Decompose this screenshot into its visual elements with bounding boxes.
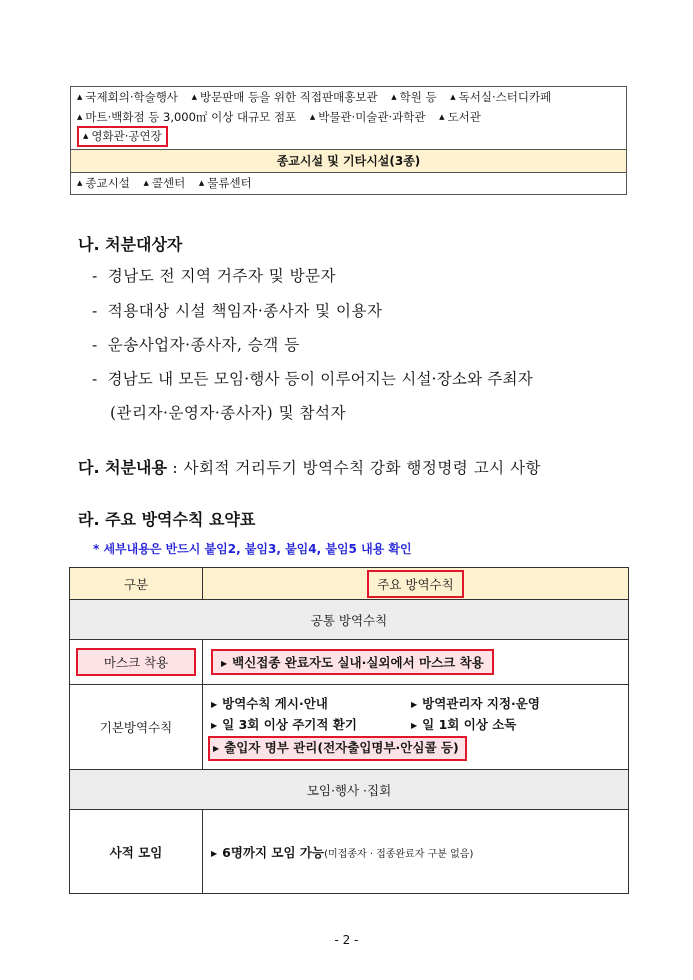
section-row — [70, 770, 629, 810]
separator: : — [166, 459, 184, 477]
list-item: - 경남도 전 지역 거주자 및 방문자 — [92, 267, 337, 285]
table-row — [70, 810, 629, 894]
gathering-header: 모임·행사 ·집회 — [70, 770, 629, 810]
common-rules-header: 공통 방역수칙 — [70, 600, 629, 640]
section-content-da: 사회적 거리두기 방역수칙 강화 행정명령 고시 사항 — [183, 459, 542, 477]
facility-item: 독서실·스터디카페 — [458, 90, 552, 104]
mask-label-cell — [70, 640, 203, 685]
rule-line — [208, 736, 628, 761]
highlight-box: ▲ 영화관·공연장 — [77, 126, 168, 147]
facility-item: 박물관·미술관·과학관 — [318, 110, 426, 124]
facility-row: ▲ 마트·백화점 등 3,000㎡ 이상 대규모 점포 ▲ 박물관·미술관·과학관 ▲ 도서관 — [77, 110, 481, 124]
rule-line: ▶ 방역수칙 게시·안내 ▶ 방역관리자 지정·운영 — [211, 695, 540, 711]
list-item-continued: (관리자·운영자·종사자) 및 참석자 — [110, 404, 346, 422]
highlight-box: 마스크 착용 — [76, 648, 196, 676]
rule-item: 방역수칙 게시·안내 — [222, 695, 328, 711]
rule-item: 출입자 명부 관리(전자출입명부·안심콜 등) — [224, 739, 459, 755]
facility-item: 영화관·공연장 — [91, 129, 162, 143]
facility-item: 학원 등 — [399, 90, 437, 104]
facility-item: 마트·백화점 등 3,000㎡ 이상 대규모 점포 — [85, 110, 297, 124]
note-text: * 세부내용은 반드시 붙임2, 붙임3, 붙임4, 붙임5 내용 확인 — [93, 542, 412, 556]
facility-item: 방문판매 등을 위한 직접판매홍보관 — [199, 90, 378, 104]
facility-row: ▲ 종교시설 ▲ 콜센터 ▲ 물류센터 — [77, 176, 252, 190]
col-header-category: 구분 — [70, 568, 203, 600]
highlight-box: 주요 방역수칙 — [367, 570, 463, 598]
section-da — [78, 455, 541, 478]
col-header-rules — [203, 568, 629, 600]
facility-item: 종교시설 — [85, 176, 130, 190]
highlight-box: ▶ 백신접종 완료자도 실내·실외에서 마스크 착용 — [211, 649, 494, 675]
facility-item: 도서관 — [447, 110, 481, 124]
rule-item: 방역관리자 지정·운영 — [422, 695, 540, 711]
private-rule-cell: ▶ 6명까지 모임 가능(미접종자 · 접종완료자 구분 없음) — [203, 810, 629, 894]
section-row — [70, 600, 629, 640]
facility-item: 콜센터 — [151, 176, 186, 190]
private-label-cell: 사적 모임 — [70, 810, 203, 894]
mask-rule-cell — [203, 640, 629, 685]
list-item: - 적용대상 시설 책임자·종사자 및 이용자 — [92, 302, 383, 320]
table-row — [70, 640, 629, 685]
list-item: - 운송사업자·종사자, 승객 등 — [92, 336, 300, 354]
list-item: - 경남도 내 모든 모임·행사 등이 이루어지는 시설·장소와 주최자 — [92, 370, 533, 388]
section-title-na: 나. 처분대상자 — [78, 235, 183, 254]
facility-row-highlighted — [71, 126, 626, 149]
facility-item: 국제회의·학술행사 — [85, 90, 178, 104]
highlight-box: ▶ 출입자 명부 관리(전자출입명부·안심콜 등) — [208, 736, 467, 761]
basic-label-cell: 기본방역수칙 — [70, 685, 203, 770]
facility-table — [70, 86, 627, 195]
section-title-ra: 라. 주요 방역수칙 요약표 — [78, 510, 256, 529]
mask-rule-text: 백신접종 완료자도 실내·실외에서 마스크 착용 — [232, 655, 484, 670]
rule-item: 일 1회 이상 소독 — [422, 716, 517, 732]
table-header-row — [70, 568, 629, 600]
private-rule-text: 6명까지 모임 가능 — [222, 844, 325, 860]
rule-line: ▶ 일 3회 이상 주기적 환기 ▶ 일 1회 이상 소독 — [211, 716, 517, 732]
facility-row: ▲ 국제회의·학술행사 ▲ 방문판매 등을 위한 직접판매홍보관 ▲ 학원 등 ▲ 독서실·스터디카페 — [77, 90, 552, 104]
section-title-da: 다. 처분내용 — [78, 458, 167, 477]
facility-category-header: 종교시설 및 기타시설(3종) — [71, 149, 626, 173]
basic-rules-cell — [203, 685, 629, 770]
facility-item: 물류센터 — [207, 176, 252, 190]
table-row — [70, 685, 629, 770]
rule-item: 일 3회 이상 주기적 환기 — [222, 716, 357, 732]
private-rule-note: (미접종자 · 접종완료자 구분 없음) — [324, 848, 474, 860]
page-number: - 2 - — [334, 933, 359, 947]
summary-table — [69, 567, 629, 894]
